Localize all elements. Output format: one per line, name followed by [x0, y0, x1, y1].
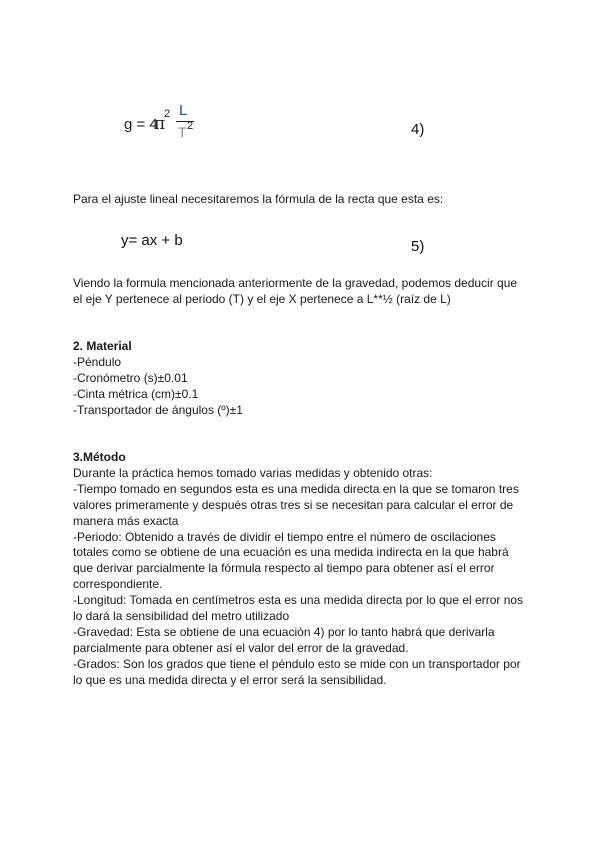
metodo-line: -Longitud: Tomada en centímetros esta es una medida directa por lo que el error nos: [73, 593, 524, 608]
paragraph-line: el eje Y pertenece al periodo (T) y el eje X pertenece a L**½ (raíz de L): [73, 291, 451, 306]
metodo-line: correspondiente.: [73, 577, 163, 592]
material-item: -Cronómetro (s)±0.01: [73, 370, 188, 385]
paragraph-line: Viendo la formula mencionada anteriormente de la gravedad, podemos deducir que: [73, 276, 518, 290]
metodo-line: lo que es una medida directa y el error será la sensibilidad.: [73, 672, 387, 687]
metodo-line: Durante la práctica hemos tomado varias medidas y obtenido otras:: [73, 465, 433, 480]
material-heading: 2. Material: [73, 339, 132, 353]
equation-number-4: 4): [411, 121, 425, 138]
formula-denominator-exponent: 2: [187, 120, 194, 132]
metodo-line: manera más exacta: [73, 513, 179, 528]
metodo-line: que derivar parcialmente la fórmula respecto al tiempo para obtener así el error: [73, 561, 495, 576]
material-section: [73, 339, 533, 419]
material-item: -Cinta métrica (cm)±0.1: [73, 386, 199, 401]
material-item: -Péndulo: [73, 354, 122, 369]
intro-text: [73, 192, 533, 208]
metodo-line: lo dará la sensibilidad del metro utilizado: [73, 609, 290, 624]
gravity-formula: [124, 98, 214, 148]
intro-line: Para el ajuste lineal necesitaremos la fórmula de la recta que esta es:: [73, 192, 444, 206]
formula-pi: π: [154, 114, 166, 134]
metodo-line: parcialmente para obtener así el valor del error de la gravedad.: [73, 640, 409, 655]
formula-pi-exponent: 2: [164, 108, 171, 120]
metodo-line: valores primeramente y después otras tres si se necesitan para calcular el error de: [73, 497, 514, 512]
metodo-section: [73, 450, 533, 689]
metodo-heading: 3.Método: [73, 450, 126, 464]
metodo-line: -Gravedad: Esta se obtiene de una ecuación 4) por lo tanto habrá que derivarla: [73, 624, 495, 639]
linear-formula: y= ax + b: [121, 232, 183, 249]
equation-number-5: 5): [411, 238, 425, 255]
metodo-line: -Tiempo tomado en segundos esta es una medida directa en la que se tomaron tres: [73, 481, 519, 496]
axis-paragraph: [73, 276, 533, 308]
metodo-line: totales como se obtiene de una ecuación es una medida indirecta en la que habrá: [73, 545, 509, 560]
material-item: -Transportador de ángulos (º)±1: [73, 402, 243, 417]
formula-denominator: T: [178, 124, 187, 140]
metodo-line: -Periodo: Obtenido a través de dividir el tiempo entre el número de oscilaciones: [73, 529, 496, 544]
formula-numerator: L: [179, 102, 188, 119]
formula-lhs: g = 4: [124, 116, 158, 133]
metodo-line: -Grados: Son los grados que tiene el péndulo esto se mide con un transportador por: [73, 656, 521, 671]
